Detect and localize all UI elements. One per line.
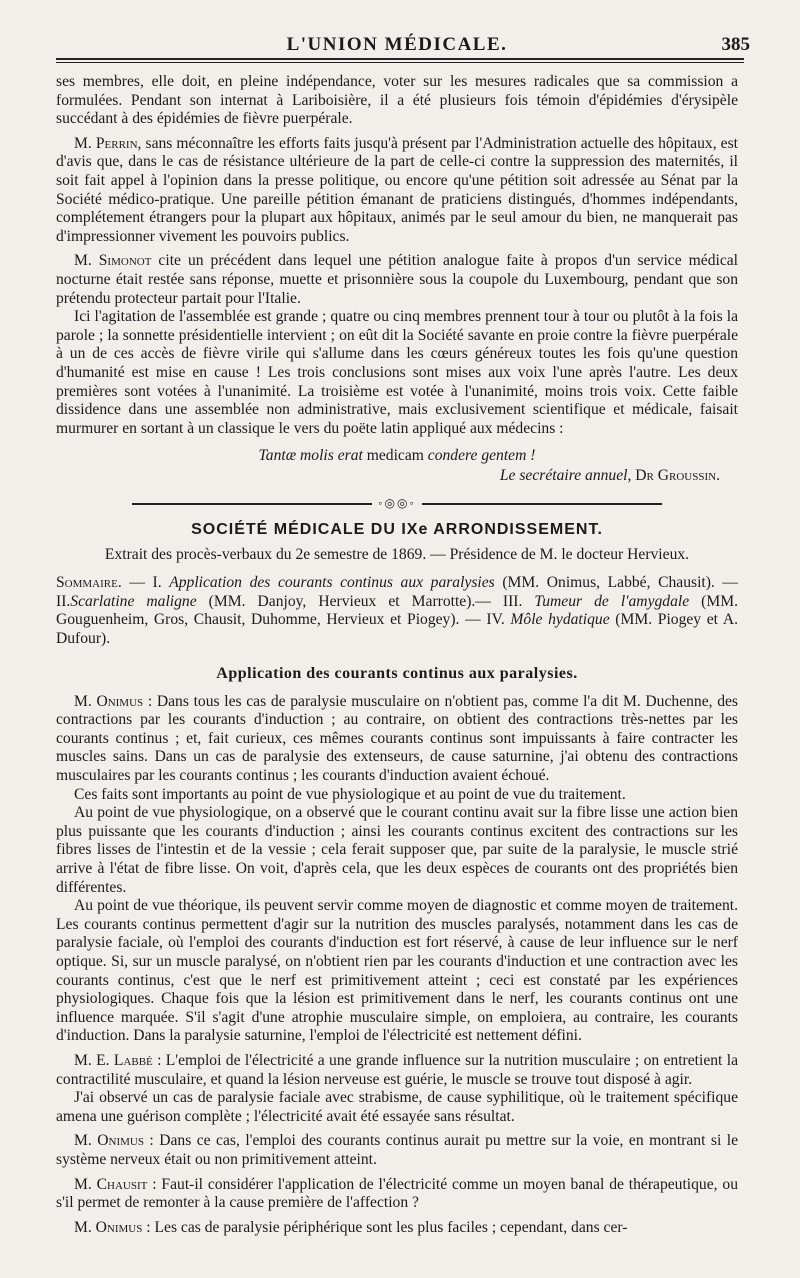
page-header — [56, 0, 750, 58]
speaker: M. Perrin, — [74, 134, 142, 152]
speaker: M. Onimus — [74, 1218, 143, 1236]
paragraph: M. Simonot cite un précédent dans lequel une pétition analogue faite à propos d'un service médical nocturne était restée sans réponse, muette et prisonnière sous la coupole du Luxembourg, pendant que son prétendu protecteur partait pour l'Italie. — [56, 252, 738, 307]
paragraph: Au point de vue théorique, ils peuvent servir comme moyen de diagnostic et comme moyen de traitement. Les courants continus permettent d'agir sur la nutrition des muscles paralysés, notamment dans les cas de paralysie faciale, où l'emploi des courants d'induction est fort réservé, à cause de leur influence sur le nerf optique. Si, sur un muscle paralysé, on n'obtient rien par les courants d'induction et une contraction avec les courants continus, c'est que le nerf est primitivement atteint ; ceci est constaté par les expériences physiologiques. Chaque fois que la lésion est primitivement dans le nerf, les courants continus ont une influence marquée. S'il s'agit d'une atrophie musculaire simple, on emploiera, au contraire, les courants d'induction. Dans la paralysie saturnine, l'emploi de l'électricité est nettement défini. — [56, 897, 738, 1045]
section-divider — [56, 496, 738, 511]
paragraph: M. Onimus : Dans ce cas, l'emploi des courants continus aurait pu mettre sur la voie, en montrant si le système nerveux était ou non primitivement atteint. — [56, 1132, 739, 1168]
speaker: M. E. Labbé — [74, 1051, 153, 1069]
divider-ornament: ◦◎◎◦ — [378, 496, 416, 511]
summary: Sommaire. — I. Application des courants continus aux paralysies (MM. Onimus, Labbé, Chausit). — II.Scarlatine maligne (MM. Danjoy, Hervieux et Marrotte).— III. Tumeur de l'amygdale (MM. Gouguenheim, Gros, Chausit, Duhomme, Hervieux et Piogey). — IV. Môle hydatique (MM. Piogey et A. Dufour). — [56, 574, 739, 648]
running-title: L'UNION MÉDICALE. — [286, 34, 508, 55]
paragraph: M. Onimus : Dans tous les cas de paralysie musculaire on n'obtient pas, comme l'a dit M. Duchenne, des contractions par les courants d'induction ; au contraire, on obtient des contractions très-nettes par les courants continus ; et, fait curieux, ces mêmes courants continus sont impuissants à faire contracter les muscles sains. Dans un cas de paralysie des extenseurs, de cause saturnine, j'ai obtenu des contractions musculaires par les courants continus ; les courants d'induction avaient échoué. — [56, 692, 738, 785]
paragraph: M. Perrin, sans méconnaître les efforts faits jusqu'à présent par l'Administration actuelle des hôpitaux, est d'avis que, dans le cas de résistance ultérieure de la part de celle-ci contre la suppression des maternités, il soit fait appel à l'opinion dans la presse politique, ou encore qu'une pétition soit adressée au Sénat par la Société médico-pratique. Une pareille pétition émanant de praticiens distingués, d'hommes indépendants, complétement étrangers pour la plupart aux hôpitaux, animés par le seul amour du bien, ne manquerait pas d'impressionner vivement les pouvoirs publics. — [56, 134, 738, 245]
paragraph: Au point de vue physiologique, on a observé que le courant continu avait sur la fibre lisse une action bien plus puissante que les courants d'induction ; ainsi les courants continus excitent des contractions sur les fibres lisses de l'intestin et de la vessie ; cela ferait supposer que, par suite de la paralysie, le muscle strié arrive à l'état de fibre lisse. On voit, d'après cela, que les deux espèces de courants ont des propriétés bien différentes. — [56, 804, 738, 896]
page-number: 385 — [721, 34, 750, 55]
paragraph: J'ai observé un cas de paralysie faciale avec strabisme, de cause syphilitique, où le traitement spécifique amena une guérison complète ; l'électricité avait été essayée sans résultat. — [56, 1089, 738, 1125]
subsection-heading: Application des courants continus aux paralysies. — [216, 664, 578, 682]
latin-verse: Tantæ molis erat medicam condere gentem ! — [258, 447, 536, 465]
signature: Le secrétaire annuel, Dr Groussin. — [499, 467, 720, 485]
paragraph: Ces faits sont importants au point de vue physiologique et au point de vue du traitement. — [74, 785, 626, 803]
paragraph: M. Chausit : Faut-il considérer l'application de l'électricité comme un moyen banal de thérapeutique, ou s'il permet de remonter à la cause première de l'affection ? — [56, 1175, 738, 1212]
speaker: M. Simonot — [74, 252, 152, 270]
section-subtitle: Extrait des procès-verbaux du 2e semestre de 1869. — Présidence de M. le docteur Hervieux. — [104, 546, 690, 564]
speaker: M. Chausit — [74, 1175, 148, 1193]
speaker: M. Onimus — [74, 1132, 144, 1150]
section-title: SOCIÉTÉ MÉDICALE DU IXe ARRONDISSEMENT. — [191, 521, 603, 539]
header-rule — [56, 58, 744, 63]
paragraph: Ici l'agitation de l'assemblée est grande ; quatre ou cinq membres prennent tour à tour ou plutôt à la fois la parole ; la sonnette présidentielle intervient ; on eût dit la Société savante en proie contre la fièvre puerpérale à un de ces accès de fièvre virile qui s'allume dans les cœurs généreux toutes les fois qu'une question d'humanité est mise en cause ! Les trois conclusions sont mises aux voix l'une après l'autre. Les deux premières sont votées à l'unanimité. La troisième est votée à l'unanimité, moins trois voix. Cette faible dissidence dans une assemblée non administrative, mais exclusivement scientifique et médicale, faisait murmurer en sortant à un classique le vers du poëte latin appliqué aux médecins : — [56, 308, 738, 437]
paragraph: ses membres, elle doit, en pleine indépendance, voter sur les mesures radicales que sa commission a formulées. Pendant son internat à Lariboisière, il a été plusieurs fois témoin d'épidémies d'érysipèle succédant à des épidémies de fièvre puerpérale. — [56, 73, 738, 128]
speaker: M. Onimus — [74, 692, 144, 710]
paragraph: M. Onimus : Les cas de paralysie périphérique sont les plus faciles ; cependant, dans cer- — [74, 1218, 628, 1236]
paragraph: M. E. Labbé : L'emploi de l'électricité a une grande influence sur la nutrition musculaire ; on entretient la contractilité musculaire, et quand la lésion nerveuse est guérie, le muscle se trouve tout disposé à agir. — [56, 1051, 738, 1088]
